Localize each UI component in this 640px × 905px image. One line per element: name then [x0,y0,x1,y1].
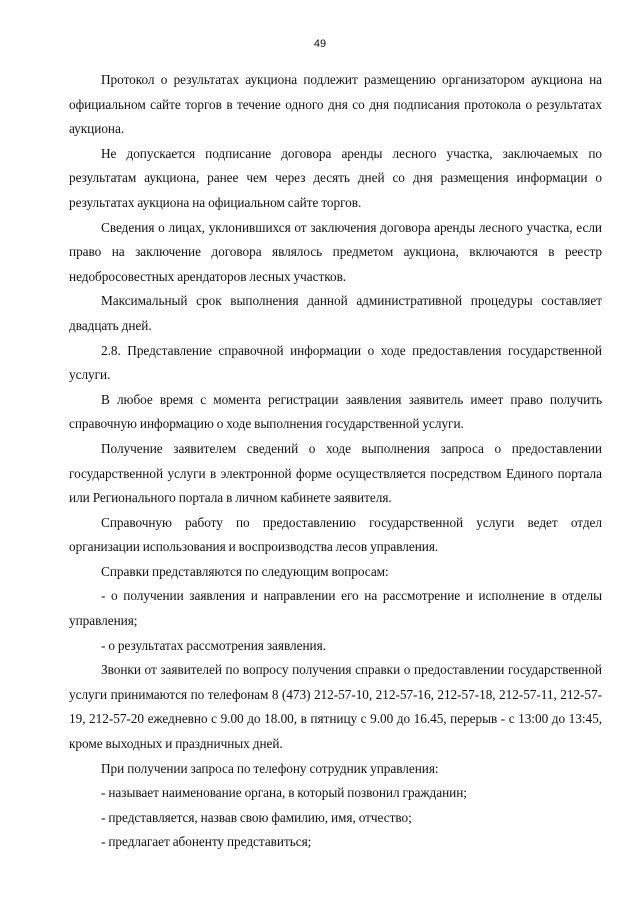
paragraph-responsible-department: Справочную работу по предоставлению государственной услуги ведет отдел организации использования и воспроизводства лесов управления. [69,514,602,555]
paragraph-reference-topics-intro: Справки представляются по следующим вопросам: [101,563,389,579]
paragraph-electronic-status: Получение заявителем сведений о ходе выполнения запроса о предоставлении государственной услуги в электронной форме осуществляется посредством Единого портала или Регионального портала в личном кабинете заявителя. [69,440,602,506]
paragraph-reference-info-right: В любое время с момента регистрации заявления заявитель имеет право получить справочную информацию о ходе выполнения государственной услуги. [69,391,602,432]
section-heading-2-8: 2.8. Представление справочной информации о ходе предоставления государственной услуги. [69,342,602,383]
list-item-name-organization: - называет наименование органа, в который позвонил гражданин; [101,785,467,801]
list-item-ask-caller: - предлагает абоненту представиться; [101,834,312,850]
page-number: 49 [313,38,327,50]
page-body [69,68,602,855]
list-item-introduce-self: - представляется, назвав свою фамилию, имя, отчество; [101,809,412,825]
list-item-review-results: - о результатах рассмотрения заявления. [101,637,326,653]
paragraph-phone-hours: Звонки от заявителей по вопросу получения справки о предоставлении государственной услуги принимаются по телефонам 8 (473) 212-57-10, 212-57-16, 212-57-18, 212-57-11, 212-57-19, 212-57-20 ежедневно с 9.00 до 18.00, в пятницу с 9.00 до 16.45, перерыв - с 13:00 до 13:45, кроме выходных и праздничных дней. [69,662,602,752]
paragraph-protocol-publication: Протокол о результатах аукциона подлежит размещению организатором аукциона на официальном сайте торгов в течение одного дня со дня подписания протокола о результатах аукциона. [69,72,602,137]
paragraph-phone-procedure-intro: При получении запроса по телефону сотрудник управления: [101,760,439,776]
paragraph-maximum-duration: Максимальный срок выполнения данной административной процедуры составляет двадцать дней. [69,293,602,333]
paragraph-unscrupulous-tenants-registry: Сведения о лицах, уклонившихся от заключения договора аренды лесного участка, если право на заключение договора являлось предметом аукциона, включаются в реестр недобросовестных арендаторов лесных участков. [69,219,602,284]
paragraph-contract-signing-restriction: Не допускается подписание договора аренды лесного участка, заключаемых по результатам аукциона, ранее чем через десять дней со дня размещения информации о результатах аукциона на официальном сайте торгов. [69,145,602,210]
list-item-application-receipt: - о получении заявления и направлении его на рассмотрение и исполнение в отделы управления; [69,588,602,629]
